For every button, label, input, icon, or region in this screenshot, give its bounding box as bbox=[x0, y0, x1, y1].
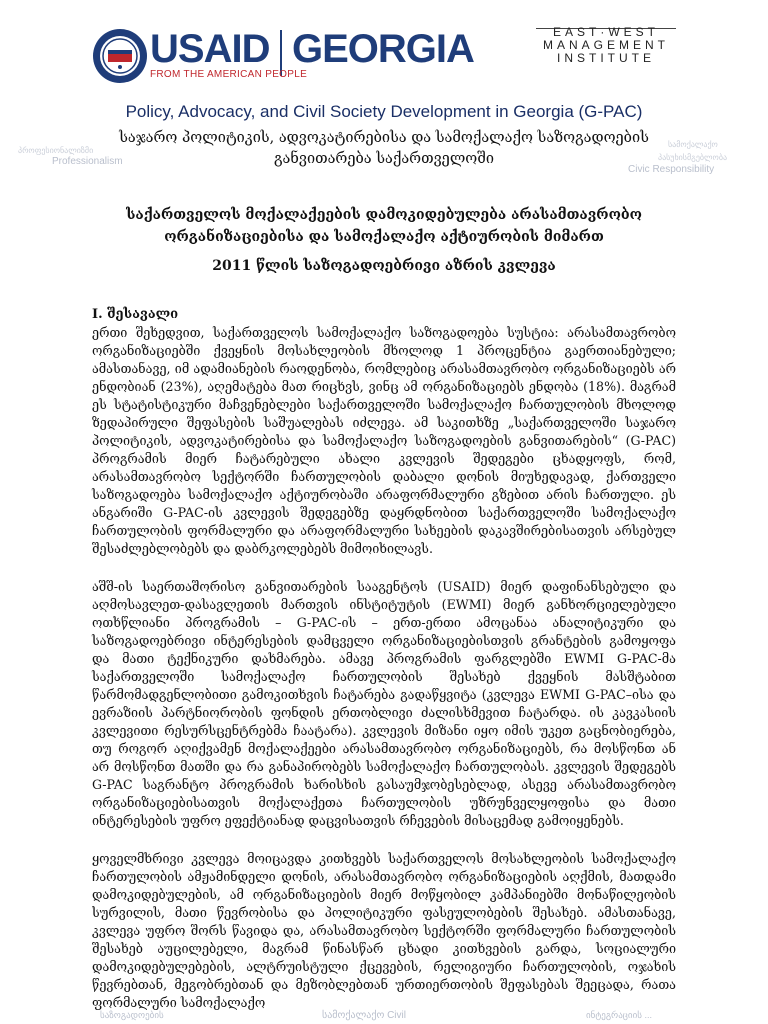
footer-watermark-right: ინტეგრაციის ... bbox=[586, 1010, 652, 1020]
footer-watermark-left: საზოგადოების bbox=[100, 1010, 164, 1020]
watermark-left-english: Professionalism bbox=[52, 156, 123, 167]
paragraph-1-text: ერთი შეხედვით, საქართველოს სამოქალაქო საზოგადოება სუსტია: არასამთავრობო ორგანიზაციებში ქვეყნის მოსახლეობის მხოლოდ 1 პროცენტია გაერთიანებული; ამასთანავე, იმ ადამიანების რაოდენობა, რომლებიც არასამთავრობო ორგანიზაციებს არ ენდობიან (23%), აღემატება მათ რიცხვს, ვინც ამ ორგანიზაციებს ენდობა (18%). მაგრამ ეს სტატისტიკური მაჩვენებლები საქართველოში სამოქალაქო ჩართულობის მხოლოდ ზედაპირული შეფასების საშუალებას იძლევა. ამ საკითხზე „საქართველოში საჯარო პოლიტიკის, ადვოკატირებისა და სამოქალაქო საზოგადოების განვითარების“ (G-PAC) პროგრამის მიერ ჩატარებული ახალი კვლევის შედეგები ცხადყოფს, რომ, არასამთავრობო სექტორში ჩართულობის დაბალი დონის მიუხედავად, ქართველი საზოგადოება სამოქალაქო აქტიურობაში არაფორმალური გზებით არის ჩართული. ეს ანგარიში G-PAC-ის კვლევის შედეგებზე დაყრდნობით საქართველოში სამოქალაქო ჩართულობის ფორმალური და არაფორმალური სახეების დაკავშირებისათვის არსებულ შესაძლებლობებს და დაბრკოლებებს მიმოიხილავს. bbox=[92, 325, 676, 556]
body-paragraph-2 bbox=[92, 578, 676, 830]
footer-watermark-center: სამოქალაქო Civil bbox=[322, 1010, 406, 1021]
usaid-country-wordmark: GEORGIA bbox=[292, 27, 474, 71]
usaid-tagline: FROM THE AMERICAN PEOPLE bbox=[150, 69, 308, 80]
watermark-right-georgian-1: სამოქალაქო bbox=[668, 140, 718, 149]
body-paragraph-1 bbox=[92, 324, 676, 558]
ewmi-line-2: MANAGEMENT bbox=[542, 38, 669, 52]
watermark-left-georgian: პროფესიონალიზმი bbox=[18, 146, 94, 155]
ewmi-line-1: EAST·WEST bbox=[552, 25, 659, 39]
watermark-right-english: Civic Responsibility bbox=[628, 164, 715, 175]
paragraph-2-text: აშშ-ის საერთაშორისო განვითარების სააგენტოს (USAID) მიერ დაფინანსებული და აღმოსავლეთ-დასავლეთის მართვის ინსტიტუტის (EWMI) მიერ განხორციელებული ოთხწლიანი პროგრამის – G-PAC-ის – ერთ-ერთი ამოცანაა ანალიტიკური და საზოგადოებრივი ინტერესების დამცველი ორგანიზაციებისთვის გრანტების გამოყოფა და მათი ტექნიკური დახმარება. ამავე პროგრამის ფარგლებში EWMI G-PAC-მა საქართველოში სამოქალაქო ჩართულობის შესახებ ქვეყნის მასშტაბით წარმომადგენლობითი გამოკითხვის ჩატარება გადაწყვიტა (კვლევა EWMI G-PAC–ისა და ევრაზიის პარტნიორობის ფონდის ერთობლივი ძალისხმევით ჩატარდა. ის კავკასიის კვლევითი რესურსცენტრებმა ჩაატარა). კვლევის მიზანი იყო იმის უკეთ გაცნობიერება, თუ როგორ აღიქვამენ მოქალაქეები არასამთავრობო ორგანიზაციებს, რა მოსწონთ ან არ მოსწონთ მათში და რა განაპირობებს სამოქალაქო ჩართულობას. კვლევის შედეგებს G-PAC საგრანტო პროგრამის ხარისხის გასაუმჯობესებლად, ასევე არასამთავრობო ორგანიზაციებისათვის მოქალაქეთა ჩართულობის უზრუნველყოფისა და მათი ინტერესების უფრო ეფექტიანად დაცვისათვის რჩევების მისაცემად გამოიყენებს. bbox=[92, 579, 676, 828]
program-title-georgian-line-1: საჯარო პოლიტიკის, ადვოკატირებისა და სამოქალაქო საზოგადოების bbox=[119, 130, 649, 146]
document-title-line-1: საქართველოს მოქალაქეების დამოკიდებულება არასამთავრობო bbox=[126, 207, 642, 223]
document-title-line-2: ორგანიზაციებისა და სამოქალაქო აქტიურობის მიმართ bbox=[164, 229, 604, 245]
ewmi-line-3: INSTITUTE bbox=[557, 51, 655, 65]
usaid-wordmark: USAID bbox=[150, 27, 270, 71]
document-subtitle: 2011 წლის საზოგადოებრივი აზრის კვლევა bbox=[212, 258, 556, 274]
watermark-right-georgian-2: პასუხისმგებლობა bbox=[658, 153, 728, 162]
document-title bbox=[0, 204, 768, 248]
ewmi-logo bbox=[536, 26, 676, 65]
program-title: Policy, Advocacy, and Civil Society Development in Georgia (G-PAC) bbox=[125, 102, 643, 121]
usaid-seal-logo bbox=[92, 28, 148, 84]
program-title-georgian-line-2: განვითარება საქართველოში bbox=[274, 151, 494, 167]
section-heading-introduction: I. შესავალი bbox=[92, 307, 179, 322]
paragraph-3-text: ყოველმხრივი კვლევა მოიცავდა კითხვებს საქართველოს მოსახლეობის სამოქალაქო ჩართულობის ამჟამინდელი დონის, არასამთავრობო ორგანიზაციების აღქმის, მათდამი დამოკიდებულების, ამ ორგანიზაციების მიერ მოწყობილ კამპანიებში მონაწილეობის სურვილის, მათი წევრობისა და პოლიტიკური ფასეულობების შესახებ. ამასთანავე, კვლევა უფრო შორს წავიდა და, არასამთავრობო სექტორში ფორმალური ჩართულობის შესახებ აუცილებელი, მაგრამ წინასწარ ცხადი კითხვების გარდა, სოციალური დამოკიდებულებების, ალტრუისტული ქცევების, რელიგიური ჩართულობის, ოჯახის წევრებთან, მეგობრებთან და მეზობლებთან ურთიერთობის შეფასებას შეეცადა, რათა ფორმალური სამოქალაქო bbox=[92, 851, 676, 1010]
body-paragraph-3 bbox=[92, 850, 676, 1024]
